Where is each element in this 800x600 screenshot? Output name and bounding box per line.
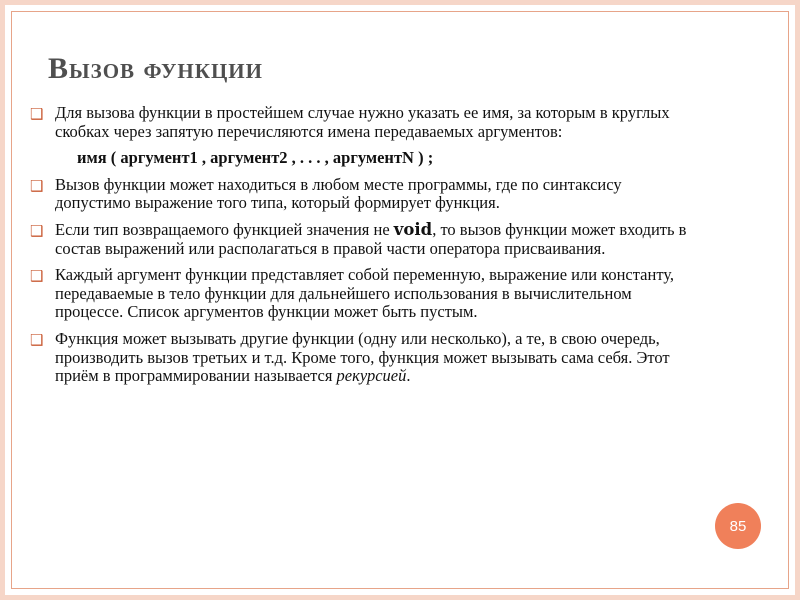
list-item-text: Для вызова функции в простейшем случае нужно указать ее имя, за которым в круглых скобках через запятую перечисляются имена передаваемых аргументов:	[55, 103, 670, 141]
list-item-text-before: Если тип возвращаемого функцией значения не	[55, 219, 394, 239]
void-keyword: void	[393, 219, 433, 239]
square-bullet-icon: ❑	[30, 105, 44, 123]
list-item-text-after: , то вызов функции может входить в состав выражений или располагаться в правой части оператора присваивания.	[55, 219, 687, 258]
slide-title	[48, 52, 263, 86]
slide-title-rest: ызов функции	[69, 52, 263, 85]
recursion-term: рекурсией	[336, 366, 407, 386]
list-item	[30, 221, 690, 258]
list-item-text: Вызов функции может находиться в любом месте программы, где по синтаксису допустимо выражение того типа, который формирует функция.	[55, 174, 622, 213]
list-item-text: Каждый аргумент функции представляет собой переменную, выражение или константу, передаваемые в тело функции для дальнейшего использования в вычислительном процессе. Список аргументов функции может быть пустым.	[55, 265, 675, 322]
square-bullet-icon: ❑	[30, 330, 44, 349]
list-item	[30, 266, 690, 322]
list-item	[30, 176, 690, 213]
page-number: 85	[729, 517, 747, 535]
page-number-badge	[715, 503, 761, 549]
slide-title-first-letter: В	[48, 52, 70, 85]
function-call-syntax: имя ( аргумент1 , аргумент2 , . . . , аргументN ) ;	[77, 148, 434, 168]
square-bullet-icon: ❑	[30, 176, 44, 195]
list-item-text-before: Функция может вызывать другие функции (одну или несколько), а те, в свою очередь, производить вызов третьих и т.д. Кроме того, функция может вызывать сама себя. Этот приём в программировании называется	[55, 328, 670, 386]
square-bullet-icon: ❑	[30, 221, 44, 240]
list-item	[30, 330, 690, 386]
list-item-text-after: .	[406, 366, 411, 386]
list-item	[30, 104, 690, 141]
square-bullet-icon: ❑	[30, 267, 44, 286]
slide-content	[30, 104, 690, 394]
